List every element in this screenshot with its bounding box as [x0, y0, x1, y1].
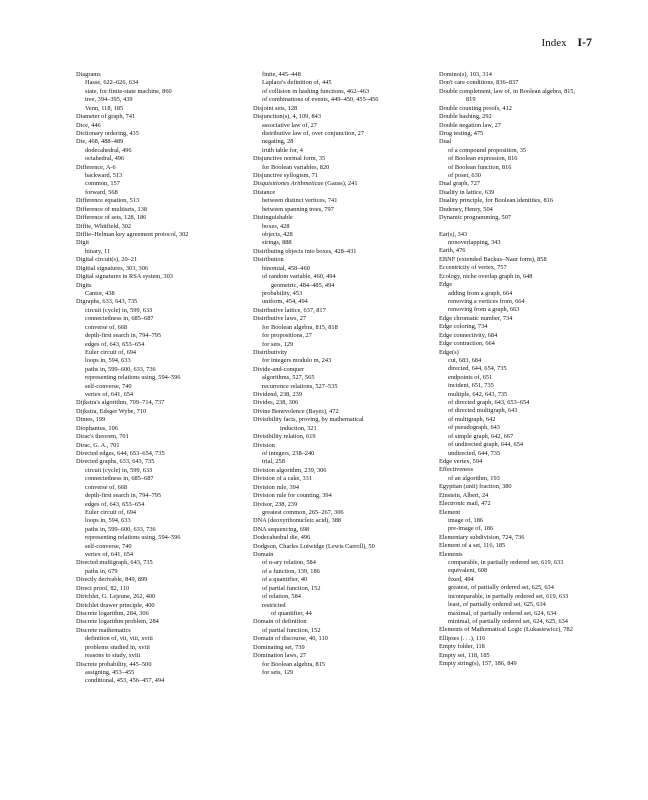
- index-subentry: of Boolean expression, 816: [448, 155, 518, 163]
- header-index-label: Index: [541, 37, 567, 49]
- index-entry: Disquisitiones Arithmeticae (Gauss), 241: [253, 180, 358, 188]
- index-entry: Difference of multisets, 138: [76, 205, 148, 213]
- index-subentry: conditional, 453, 456–457, 494: [85, 677, 165, 685]
- index-column-2: [253, 71, 431, 677]
- index-entry: Domain of discourse, 40, 110: [253, 635, 328, 643]
- index-subentry: adding from a graph, 664: [448, 289, 513, 297]
- index-subentry: of a function, 139, 186: [262, 567, 320, 575]
- index-letter-gap: [439, 223, 619, 231]
- index-subentry: removing a vertices from, 664: [448, 297, 525, 305]
- index-subentry: backward, 513: [85, 172, 123, 180]
- index-entry: Ear(s), 343: [439, 230, 468, 238]
- index-subentry: self-converse, 740: [85, 542, 132, 550]
- index-entry: Dudeney, Henry, 504: [439, 205, 493, 213]
- running-header: [542, 35, 592, 50]
- index-subentry: of partial function, 152: [262, 626, 321, 634]
- index-subentry: reasons to study, xviii: [85, 652, 141, 660]
- index-entry: Effectiveness: [439, 466, 474, 474]
- index-subentry: equivalent, 608: [448, 567, 488, 575]
- index-subentry: state, for finite-state machine, 860: [85, 87, 172, 95]
- index-subentry: definition of, vii, viii, xviii: [85, 635, 153, 643]
- index-entry: Eccentricity of vertex, 757: [439, 264, 507, 272]
- index-entry: Discrete logarithm problem, 284: [76, 618, 159, 626]
- index-subentry: of directed graph, 643, 653–654: [448, 399, 530, 407]
- index-entry: Distribution: [253, 256, 284, 264]
- index-subentry: vertex of, 641, 654: [85, 391, 134, 399]
- index-entry: Dirac, G. A., 701: [76, 441, 120, 449]
- index-subentry: distributive law of, over conjunction, 27: [262, 129, 365, 137]
- index-subentry: associative law of, 27: [262, 121, 317, 129]
- index-entry: Ellipses (. . .), 116: [439, 634, 486, 642]
- index-entry: Egyptian (unit) fraction, 380: [439, 483, 512, 491]
- index-entry: Diagrams: [76, 71, 101, 78]
- index-subentry: of undirected graph, 644, 654: [448, 441, 524, 449]
- index-entry: Domain: [253, 551, 274, 559]
- index-subentry: between distinct vertices, 741: [262, 197, 338, 205]
- index-subentry: converse of, 668: [85, 323, 128, 331]
- index-subentry: connectedness in, 685–687: [85, 475, 154, 483]
- index-entry: Edge chromatic number, 734: [439, 314, 513, 322]
- index-entry: Domain of definition: [253, 618, 307, 626]
- index-entry: Difference, A-6: [76, 163, 116, 171]
- index-entry: Diameter of graph, 741: [76, 113, 136, 121]
- index-subentry: for propositions, 27: [262, 332, 312, 340]
- index-entry: DNA (deoxyribonucleic acid), 388: [253, 517, 342, 525]
- index-subentry: depth-first search in, 794–795: [85, 492, 162, 500]
- index-entry: Division: [253, 441, 275, 449]
- index-subentry: circuit (cycle) in, 599, 633: [85, 306, 153, 314]
- index-subentry: vertex of, 641, 654: [85, 551, 134, 559]
- index-entry: Drug testing, 475: [439, 129, 484, 137]
- index-entry: Electronic mail, 472: [439, 500, 491, 508]
- index-entry: Divide-and-conquer: [253, 365, 305, 373]
- index-entry: Dirichlet, G. Lejeune, 262, 400: [76, 593, 156, 601]
- index-subentry: incomparable, in partially ordered set, 619, 633: [448, 592, 569, 600]
- index-subentry: undirected, 644, 735: [448, 449, 501, 457]
- index-entry: Duality principle, for Boolean identities, 816: [439, 197, 553, 205]
- index-subentry: depth-first search in, 794–795: [85, 332, 162, 340]
- index-entry: Edge vertex, 594: [439, 457, 483, 465]
- index-entry: Dice, 446: [76, 121, 101, 129]
- index-subentry: forward, 568: [85, 188, 118, 196]
- index-entry: Difference of sets, 128, 186: [76, 214, 147, 222]
- index-entry: Dominating set, 739: [253, 643, 305, 651]
- index-entry: Digits: [76, 281, 92, 289]
- index-subentry: binomial, 458–460: [262, 264, 310, 272]
- index-entry: Einstein, Albert, 24: [439, 491, 489, 499]
- index-subentry: endpoints of, 651: [448, 373, 493, 381]
- index-entry: Edge: [439, 281, 453, 289]
- index-subentry: truth table for, 4: [262, 146, 303, 154]
- index-subentry: induction, 321: [280, 424, 317, 432]
- index-entry: Duality in lattice, 639: [439, 188, 495, 196]
- index-subentry: of pseudograph, 643: [448, 424, 500, 432]
- index-subentry: of quantifier, 44: [271, 610, 312, 617]
- index-subentry: for sets, 129: [262, 340, 294, 348]
- index-entry: Edge connectivity, 684: [439, 331, 498, 339]
- index-subentry: 819: [466, 96, 476, 104]
- index-entry: Elements: [439, 550, 463, 558]
- index-subentry: binary, 11: [85, 247, 111, 255]
- index-subentry: for integers modulo m, 243: [262, 357, 332, 365]
- index-entry: Dimes, 199: [76, 416, 106, 424]
- index-subentry: nonoverlapping, 343: [448, 239, 501, 247]
- index-entry: Diffie–Helman key agreement protocol, 302: [76, 231, 189, 239]
- index-entry: Diffie, Whitfield, 302: [76, 222, 132, 230]
- index-entry: Directed multigraph, 643, 735: [76, 559, 153, 567]
- index-subentry: least, of partially ordered set, 625, 634: [448, 601, 546, 609]
- index-subentry: of relation, 584: [262, 593, 301, 601]
- index-subentry: for sets, 129: [262, 668, 294, 676]
- index-entry: Dodgson, Charles Lutwidge (Lewis Carroll), 50: [253, 542, 375, 550]
- index-entry: Dual: [439, 138, 452, 146]
- index-entry: Elementary subdivision, 724, 736: [439, 533, 525, 541]
- index-subentry: for Boolean variables, 820: [262, 163, 330, 171]
- index-column-1: [76, 71, 246, 686]
- index-entry: Disjunctive syllogism, 71: [253, 172, 319, 180]
- index-entry: Distributing objects into boxes, 428–431: [253, 247, 357, 255]
- index-entry: Double complement, law of, in Boolean algebra, 815,: [439, 87, 576, 95]
- index-entry: Double counting proofs, 412: [439, 104, 512, 112]
- index-subentry: of partial function, 152: [262, 584, 321, 592]
- index-subentry: comparable, in partially ordered set, 619, 633: [448, 559, 564, 567]
- index-entry: Diophantus, 106: [76, 424, 118, 432]
- index-subentry: recurrence relations, 527–535: [262, 382, 338, 390]
- index-entry: Divisor, 238, 239: [253, 500, 298, 508]
- index-subentry: edges of, 643, 653–654: [85, 500, 145, 508]
- index-entry: Dynamic programming, 507: [439, 214, 512, 222]
- index-subentry: probability, 453: [262, 289, 303, 297]
- index-subentry: pre-image of, 186: [448, 525, 494, 533]
- index-entry: Element of a set, 116, 185: [439, 542, 506, 550]
- index-subentry: loops in, 594, 633: [85, 517, 131, 525]
- index-entry: Divisibility relation, 619: [253, 433, 316, 441]
- index-subentry: of n-ary relation, 584: [262, 559, 316, 567]
- index-subentry: cut, 683, 684: [448, 356, 482, 364]
- index-subentry: tree, 394–395, 439: [85, 96, 133, 104]
- index-subentry: paths in, 679: [85, 567, 118, 575]
- index-subentry: trial, 258: [262, 458, 285, 466]
- index-subentry: finite, 445–448: [262, 71, 301, 78]
- index-subentry: greatest, of partially ordered set, 625, 634: [448, 584, 554, 592]
- index-subentry: problems studied in, xviii: [85, 643, 150, 651]
- index-subentry: converse of, 668: [85, 483, 128, 491]
- index-subentry: maximal, of partially ordered set, 624, 634: [448, 609, 557, 617]
- index-entry: Empty folder, 118: [439, 643, 485, 651]
- index-entry: Dijkstra, Edsger Wybe, 710: [76, 407, 147, 415]
- index-subentry: minimal, of partially ordered set, 624, 625, 634: [448, 618, 568, 625]
- index-subentry: strings, 888: [262, 239, 292, 247]
- index-subentry: of a compound proposition, 35: [448, 146, 527, 154]
- index-entry: Disjoint sets, 128: [253, 104, 298, 112]
- index-subentry: geometric, 484–485, 494: [271, 281, 335, 289]
- index-subentry: boxes, 428: [262, 222, 290, 230]
- index-entry: Digital circuit(s), 20–21: [76, 256, 138, 264]
- index-subentry: uniform, 454, 494: [262, 298, 308, 306]
- index-subentry: directed, 644, 654, 735: [448, 365, 507, 373]
- index-entry: Die, 468, 488–489: [76, 138, 124, 146]
- index-subentry: removing from a graph, 663: [448, 306, 520, 314]
- index-entry: Distributive lattice, 637, 817: [253, 306, 326, 314]
- index-entry: Digital signatures in RSA system, 303: [76, 273, 173, 281]
- index-entry: Discrete mathematics: [76, 626, 131, 634]
- index-entry: Digit: [76, 239, 90, 247]
- index-entry: Division rule for counting, 394: [253, 492, 332, 500]
- index-subentry: of Boolean function, 816: [448, 163, 512, 171]
- index-entry: Directly derivable, 849, 899: [76, 576, 148, 584]
- index-entry: Double negation law, 27: [439, 121, 501, 129]
- index-entry: Domination laws, 27: [253, 652, 307, 660]
- index-entry: Directed edges, 644, 653–654, 735: [76, 449, 165, 457]
- index-subentry: of an algorithm, 193: [448, 474, 500, 482]
- index-entry: Division algorithm, 239, 306: [253, 466, 327, 474]
- index-subentry: connectedness in, 685–687: [85, 315, 154, 323]
- index-entry: Discrete logarithm, 284, 306: [76, 610, 149, 617]
- index-entry: Ecology, niche overlap graph in, 648: [439, 272, 533, 280]
- index-subentry: objects, 428: [262, 231, 293, 239]
- index-entry: Division of a cake, 331: [253, 475, 313, 483]
- index-entry: Directed graphs, 633, 643, 735: [76, 458, 155, 466]
- index-subentry: greatest common, 265–267, 306: [262, 508, 344, 516]
- index-column-3: [439, 71, 619, 669]
- index-subentry: Laplace's definition of, 445: [262, 79, 332, 87]
- index-entry: Dividend, 238, 239: [253, 391, 302, 399]
- index-entry: Dodecahedral die, 496: [253, 534, 311, 542]
- index-entry: Disjunctive normal form, 35: [253, 155, 326, 163]
- index-entry: EBNF (extended Backus–Naur form), 858: [439, 255, 547, 263]
- index-subentry: of collision in hashing functions, 462–463: [262, 87, 370, 95]
- index-entry: Divides, 238, 306: [253, 399, 299, 407]
- index-entry: Dual graph, 727: [439, 180, 481, 188]
- index-entry: Edge coloring, 734: [439, 323, 488, 331]
- index-entry: Digitial signatures, 303, 306: [76, 264, 149, 272]
- index-entry: DNA sequencing, 698: [253, 525, 310, 533]
- index-entry: Element: [439, 508, 461, 516]
- index-subentry: representing relations using, 594–596: [85, 374, 181, 382]
- index-subentry: of multigraph, 642: [448, 415, 496, 423]
- index-entry: Difference equation, 513: [76, 197, 140, 205]
- index-subentry: negating, 28: [262, 138, 294, 146]
- index-entry: Distributive laws, 27: [253, 315, 307, 323]
- index-subentry: Venn, 118, 185: [85, 104, 124, 112]
- index-subentry: of poset, 630: [448, 172, 481, 180]
- index-entry: Don't care conditions, 836–837: [439, 79, 519, 87]
- index-subentry: Hasse, 622–626, 634: [85, 79, 139, 87]
- index-entry: Divisibility facts, proving, by mathematical: [253, 416, 364, 424]
- index-entry: Dirichlet drawer principle, 400: [76, 601, 155, 609]
- index-subentry: of integers, 238–240: [262, 449, 315, 457]
- index-entry: Edge(s): [439, 348, 459, 356]
- index-entry: Discrete probability, 445–500: [76, 660, 152, 668]
- index-entry: Distributivity: [253, 348, 288, 356]
- index-subentry: self-converse, 740: [85, 382, 132, 390]
- index-entry: Distance: [253, 188, 276, 196]
- index-subentry: paths in, 599–600, 633, 736: [85, 365, 156, 373]
- index-subentry: fixed, 494: [448, 575, 474, 583]
- index-subentry: of simple graph, 642, 667: [448, 432, 514, 440]
- index-entry: Domino(s), 103, 314: [439, 71, 492, 78]
- index-subentry: assigning, 453–455: [85, 668, 135, 676]
- index-subentry: for Boolean algebra, 815: [262, 660, 326, 668]
- index-subentry: of a quantifier, 40: [262, 576, 308, 584]
- index-subentry: Euler circuit of, 694: [85, 348, 137, 356]
- index-subentry: common, 157: [85, 180, 120, 188]
- index-subentry: loops in, 594, 633: [85, 357, 131, 365]
- index-subentry: edges of, 643, 653–654: [85, 340, 145, 348]
- index-entry: Earth, 476: [439, 247, 466, 255]
- index-entry: Divine Benevolence (Bayes), 472: [253, 407, 339, 415]
- index-subentry: circuit (cycle) in, 599, 633: [85, 466, 153, 474]
- index-entry: Double hashing, 292: [439, 113, 492, 121]
- index-subentry: of directed multigraph, 643: [448, 407, 518, 415]
- index-subentry: multiple, 642, 643, 735: [448, 390, 508, 398]
- index-entry: Elements of Mathematical Logic (Łukasiewicz), 782: [439, 626, 573, 634]
- index-subentry: of combinations of events, 449–450, 455–456: [262, 96, 379, 104]
- index-subentry: between spanning trees, 797: [262, 205, 334, 213]
- index-subentry: representing relations using, 594–596: [85, 534, 181, 542]
- index-entry: Digraphs, 633, 643, 735: [76, 298, 138, 306]
- index-subentry: image of, 186: [448, 516, 484, 524]
- index-entry: Dictionary ordering, 435: [76, 129, 139, 137]
- index-subentry: dodecahedral, 496: [85, 146, 132, 154]
- index-entry: Distinguishable: [253, 214, 293, 222]
- index-entry: Empty set, 118, 185: [439, 651, 490, 659]
- index-entry: Division rule, 394: [253, 483, 299, 491]
- index-subentry: Euler circuit of, 694: [85, 508, 137, 516]
- index-entry: Dirac's theorem, 701: [76, 433, 129, 441]
- index-entry: Empty string(s), 157, 186, 849: [439, 660, 517, 668]
- index-subentry: algorithms, 527, 565: [262, 374, 315, 382]
- index-subentry: paths in, 599–600, 633, 736: [85, 525, 156, 533]
- index-entry: Dijkstra's algorithm, 709–714, 737: [76, 399, 165, 407]
- index-subentry: octahedral, 496: [85, 155, 125, 163]
- index-subentry: restricted: [262, 601, 286, 609]
- index-entry: Disjunction(s), 4, 109, 843: [253, 113, 322, 121]
- index-subentry: of random variable, 460, 494: [262, 273, 336, 281]
- index-subentry: for Boolean algebra, 815, 818: [262, 323, 338, 331]
- header-page-number: I-7: [577, 35, 592, 49]
- index-subentry: incident, 651, 735: [448, 382, 494, 390]
- index-entry: Direct proof, 82, 110: [76, 584, 130, 592]
- index-subentry: Cantor, 438: [85, 289, 115, 297]
- index-entry: Edge contraction, 664: [439, 340, 495, 348]
